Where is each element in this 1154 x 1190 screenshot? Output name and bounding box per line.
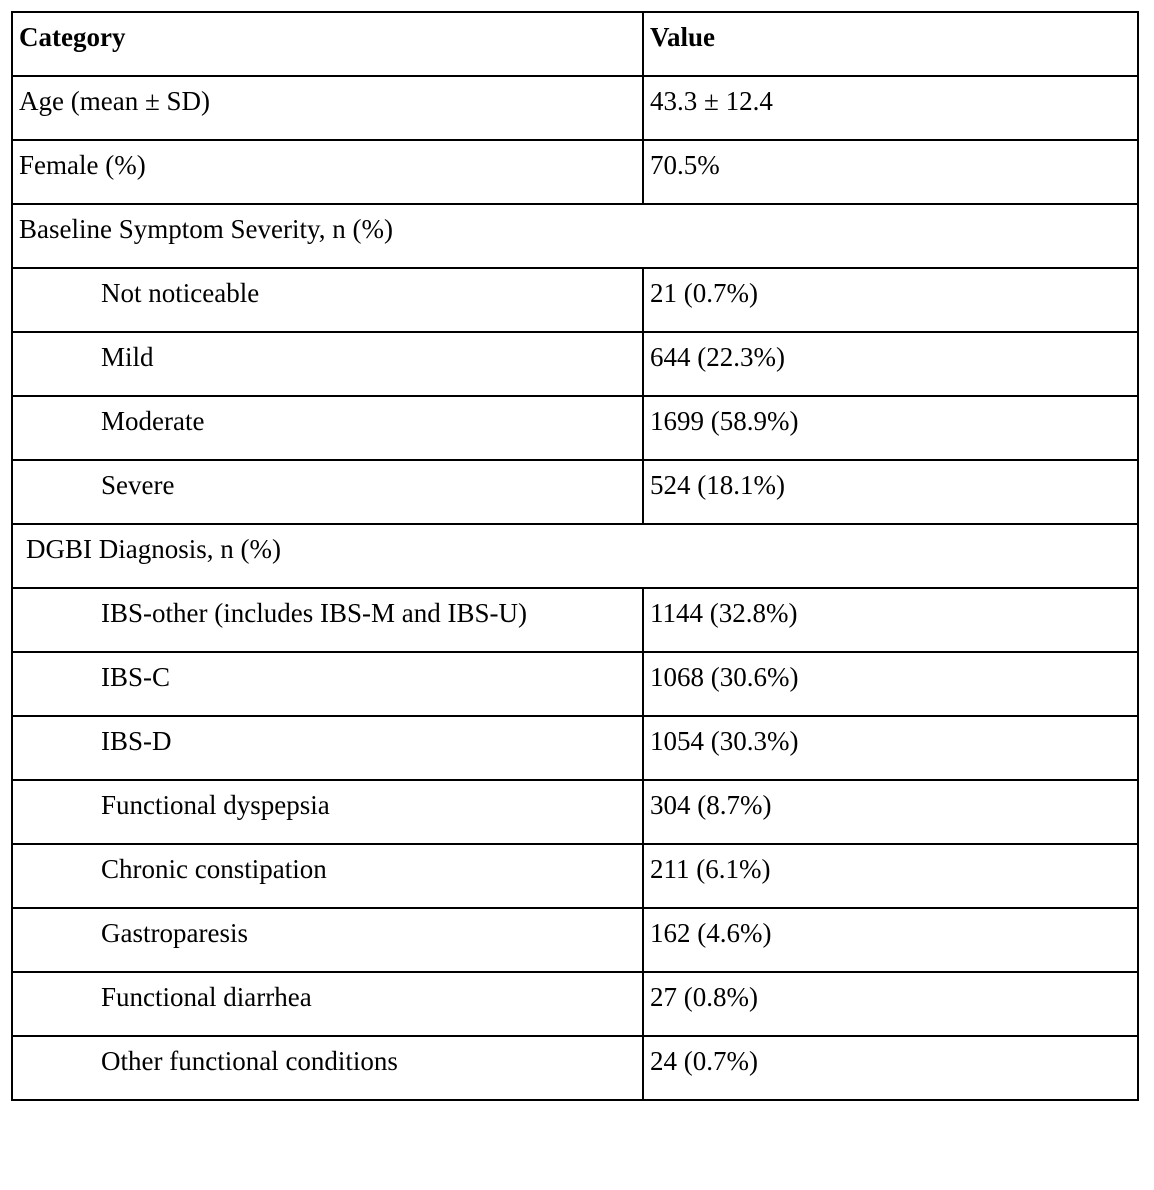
characteristics-table — [11, 11, 1139, 1101]
section-title-severity: Baseline Symptom Severity, n (%) — [12, 204, 1138, 268]
table-row-chronic-constipation — [12, 844, 1138, 908]
row-value: 1054 (30.3%) — [643, 716, 1138, 780]
section-title-dgbi: DGBI Diagnosis, n (%) — [12, 524, 1138, 588]
section-row-dgbi — [12, 524, 1138, 588]
table-row-severe — [12, 460, 1138, 524]
row-value: 1699 (58.9%) — [643, 396, 1138, 460]
row-label: Female (%) — [12, 140, 643, 204]
row-value: 211 (6.1%) — [643, 844, 1138, 908]
table-row-other-functional — [12, 1036, 1138, 1100]
row-value: 70.5% — [643, 140, 1138, 204]
row-value: 162 (4.6%) — [643, 908, 1138, 972]
row-label: Functional dyspepsia — [12, 780, 643, 844]
row-value: 43.3 ± 12.4 — [643, 76, 1138, 140]
column-header-value: Value — [643, 12, 1138, 76]
row-label: Not noticeable — [12, 268, 643, 332]
row-value: 1144 (32.8%) — [643, 588, 1138, 652]
section-row-severity — [12, 204, 1138, 268]
table-row-female — [12, 140, 1138, 204]
table-row-gastroparesis — [12, 908, 1138, 972]
row-value: 21 (0.7%) — [643, 268, 1138, 332]
row-label: Other functional conditions — [12, 1036, 643, 1100]
table-row-age — [12, 76, 1138, 140]
table-row-functional-diarrhea — [12, 972, 1138, 1036]
table-header-row — [12, 12, 1138, 76]
row-label: Mild — [12, 332, 643, 396]
table-row-ibs-d — [12, 716, 1138, 780]
row-label: Severe — [12, 460, 643, 524]
row-label: IBS-C — [12, 652, 643, 716]
row-label: Moderate — [12, 396, 643, 460]
row-label: Chronic constipation — [12, 844, 643, 908]
row-value: 644 (22.3%) — [643, 332, 1138, 396]
table-row-ibs-other — [12, 588, 1138, 652]
row-value: 524 (18.1%) — [643, 460, 1138, 524]
row-label: IBS-other (includes IBS-M and IBS-U) — [12, 588, 643, 652]
column-header-category: Category — [12, 12, 643, 76]
table-row-mild — [12, 332, 1138, 396]
table-row-functional-dyspepsia — [12, 780, 1138, 844]
row-label: Gastroparesis — [12, 908, 643, 972]
row-value: 24 (0.7%) — [643, 1036, 1138, 1100]
table-row-ibs-c — [12, 652, 1138, 716]
table-row-not-noticeable — [12, 268, 1138, 332]
row-label: Functional diarrhea — [12, 972, 643, 1036]
row-value: 1068 (30.6%) — [643, 652, 1138, 716]
row-value: 27 (0.8%) — [643, 972, 1138, 1036]
table-row-moderate — [12, 396, 1138, 460]
row-value: 304 (8.7%) — [643, 780, 1138, 844]
row-label: Age (mean ± SD) — [12, 76, 643, 140]
row-label: IBS-D — [12, 716, 643, 780]
